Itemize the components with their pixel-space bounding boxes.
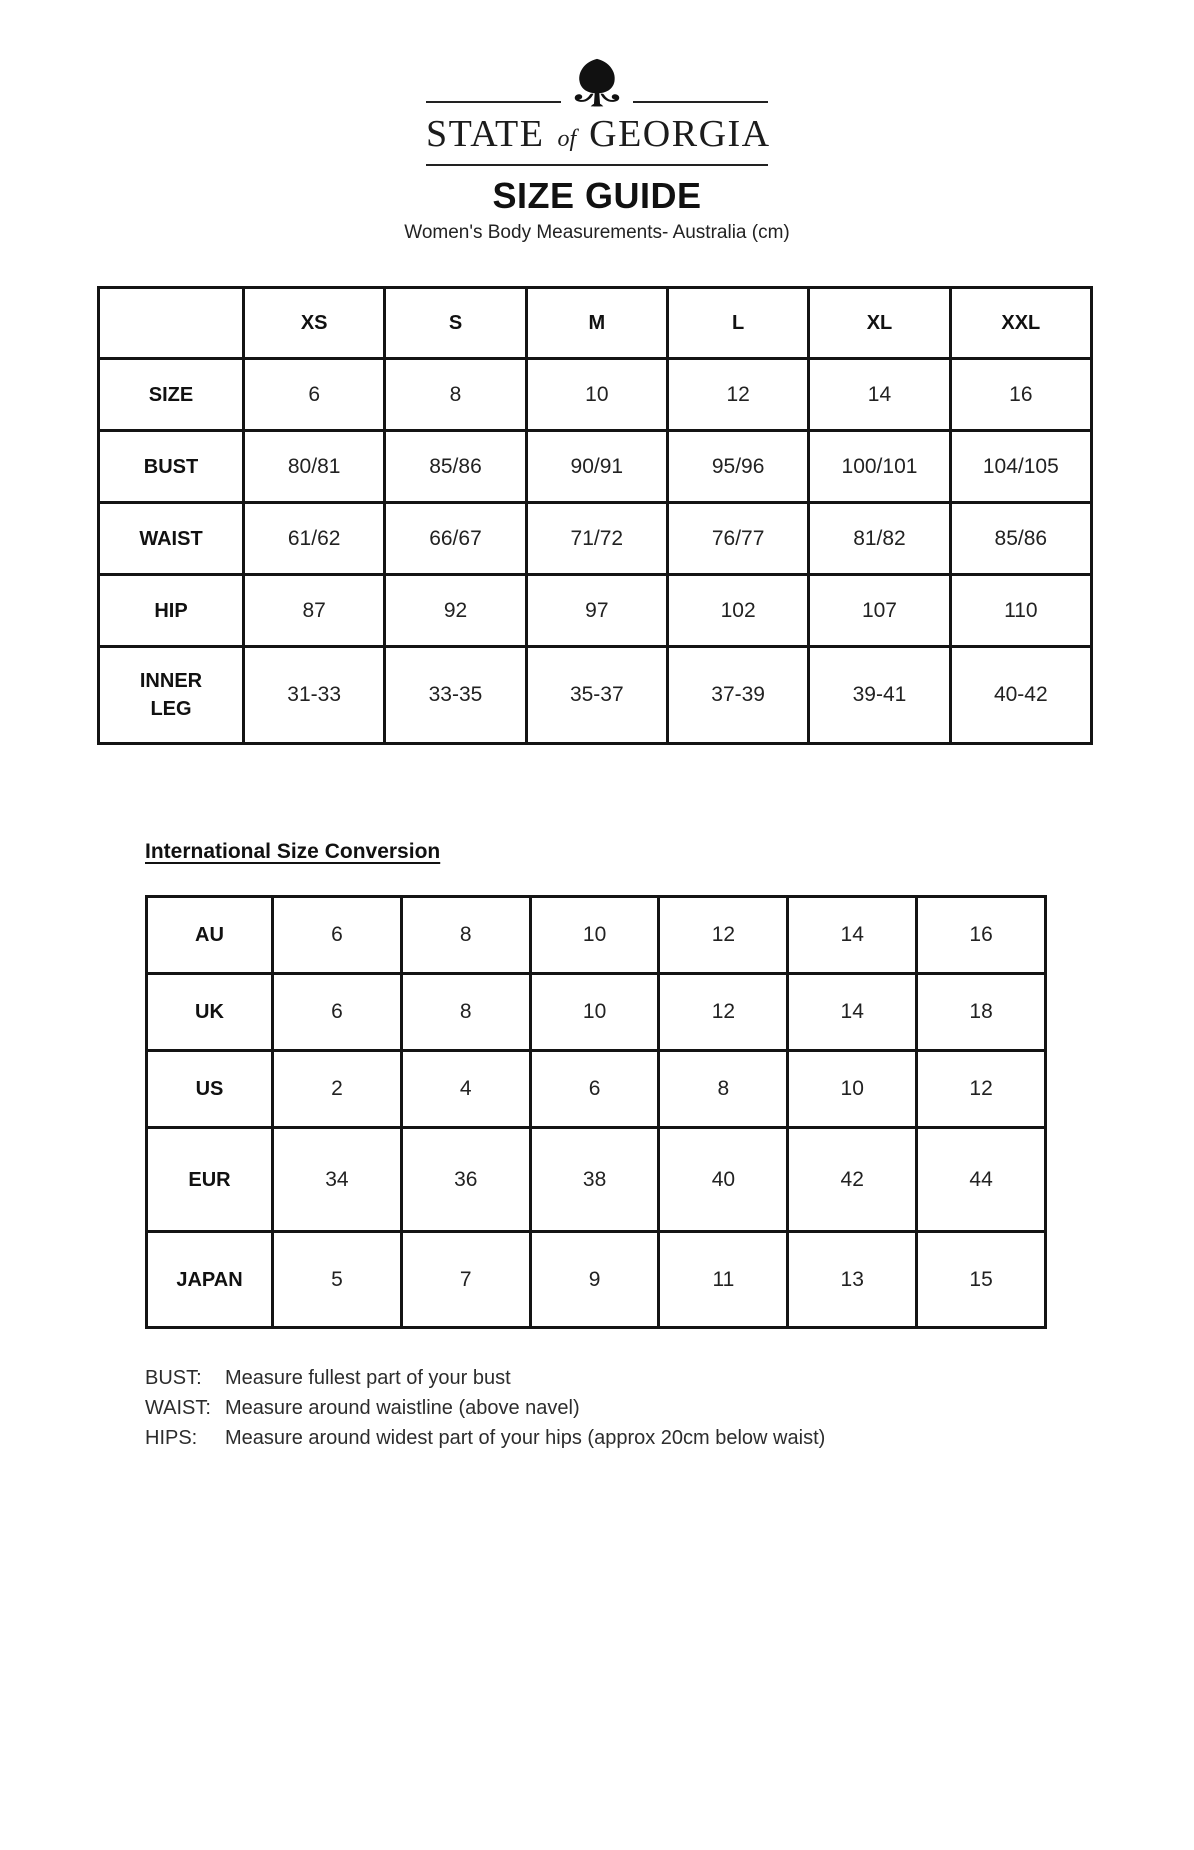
value-cell: 5 [273, 1232, 402, 1328]
value-cell: 12 [917, 1051, 1046, 1128]
logo-rule-right [633, 101, 768, 103]
table-row-eur [147, 1128, 1046, 1232]
header-label: S [448, 311, 463, 334]
brand-name-left: STATE [426, 113, 545, 155]
value-cell: 14 [788, 897, 917, 974]
value-cell: 34 [273, 1128, 402, 1232]
value-cell: 6 [273, 897, 402, 974]
brand-name-of: of [557, 126, 577, 152]
value-cell: 7 [401, 1232, 530, 1328]
value-cell: 14 [809, 359, 950, 431]
header-label: XS [300, 311, 328, 334]
table-row-us [147, 1051, 1046, 1128]
value-cell: 6 [244, 359, 385, 431]
brand-logo [426, 58, 771, 166]
value-cell: 38 [530, 1128, 659, 1232]
value-cell: 16 [917, 897, 1046, 974]
header-cell-m [526, 288, 667, 359]
corner-cell [99, 288, 244, 359]
header-cell-l [667, 288, 808, 359]
value-cell: 85/86 [385, 431, 526, 503]
value-cell: 110 [950, 575, 1091, 647]
note-text: Measure around widest part of your hips (approx 20cm below waist) [225, 1427, 826, 1449]
table-row-japan [147, 1232, 1046, 1328]
value-cell: 102 [667, 575, 808, 647]
logo-bottom-rule [426, 164, 768, 166]
header-cell-xl [809, 288, 950, 359]
table-row-size [99, 359, 1092, 431]
measurements-header-row [99, 288, 1092, 359]
note-label: HIPS: [145, 1427, 198, 1449]
value-cell: 10 [788, 1051, 917, 1128]
header-label: XL [866, 311, 893, 334]
value-cell: 8 [401, 897, 530, 974]
table-row-waist [99, 503, 1092, 575]
value-cell: 90/91 [526, 431, 667, 503]
value-cell: 8 [659, 1051, 788, 1128]
note-hips [145, 1423, 1194, 1453]
note-text: Measure fullest part of your bust [225, 1367, 511, 1389]
measurements-table [97, 286, 1093, 745]
table-row-inner-leg [99, 647, 1092, 744]
row-label-eur [147, 1128, 273, 1232]
value-cell: 11 [659, 1232, 788, 1328]
value-cell: 80/81 [244, 431, 385, 503]
row-label-text: SIZE [148, 383, 194, 406]
row-label-text: AU [195, 924, 224, 946]
row-label-text: BUST [143, 455, 199, 478]
header-label: L [732, 311, 745, 334]
value-cell: 66/67 [385, 503, 526, 575]
value-cell: 42 [788, 1128, 917, 1232]
value-cell: 12 [667, 359, 808, 431]
row-label-text: INNER LEG [139, 670, 203, 720]
value-cell: 8 [401, 974, 530, 1051]
value-cell: 39-41 [809, 647, 950, 744]
conversion-heading: International Size Conversion [145, 840, 441, 863]
measurement-notes [145, 1363, 1194, 1453]
value-cell: 16 [950, 359, 1091, 431]
value-cell: 31-33 [244, 647, 385, 744]
page-subtitle: Women's Body Measurements- Australia (cm) [404, 222, 790, 243]
table-row-bust [99, 431, 1092, 503]
value-cell: 10 [530, 897, 659, 974]
value-cell: 8 [385, 359, 526, 431]
row-label-text: WAIST [139, 527, 203, 550]
header-label: XXL [1001, 311, 1041, 334]
row-label-text: HIP [154, 599, 188, 622]
note-bust [145, 1363, 1194, 1393]
note-label: BUST: [145, 1367, 202, 1389]
header-cell-s [385, 288, 526, 359]
page-title: SIZE GUIDE [492, 175, 702, 216]
value-cell: 104/105 [950, 431, 1091, 503]
value-cell: 36 [401, 1128, 530, 1232]
conversion-table [145, 895, 1047, 1329]
table-row-au [147, 897, 1046, 974]
value-cell: 4 [401, 1051, 530, 1128]
value-cell: 6 [530, 1051, 659, 1128]
value-cell: 40-42 [950, 647, 1091, 744]
value-cell: 2 [273, 1051, 402, 1128]
table-row-uk [147, 974, 1046, 1051]
row-label-text: EUR [188, 1168, 231, 1191]
row-label-size [99, 359, 244, 431]
header-cell-xs [244, 288, 385, 359]
tree-icon [561, 58, 633, 110]
row-label-text: UK [195, 1001, 224, 1023]
logo-top-rule [426, 58, 768, 110]
value-cell: 100/101 [809, 431, 950, 503]
header-label: M [588, 311, 606, 334]
row-label-us [147, 1051, 273, 1128]
value-cell: 71/72 [526, 503, 667, 575]
row-label-bust [99, 431, 244, 503]
table-row-hip [99, 575, 1092, 647]
header-cell-xxl [950, 288, 1091, 359]
value-cell: 95/96 [667, 431, 808, 503]
value-cell: 6 [273, 974, 402, 1051]
brand-name-right: GEORGIA [589, 113, 771, 155]
note-label: WAIST: [145, 1397, 211, 1419]
value-cell: 92 [385, 575, 526, 647]
value-cell: 40 [659, 1128, 788, 1232]
value-cell: 10 [530, 974, 659, 1051]
value-cell: 44 [917, 1128, 1046, 1232]
value-cell: 12 [659, 897, 788, 974]
value-cell: 97 [526, 575, 667, 647]
value-cell: 76/77 [667, 503, 808, 575]
value-cell: 13 [788, 1232, 917, 1328]
value-cell: 87 [244, 575, 385, 647]
row-label-au [147, 897, 273, 974]
brand-name [426, 112, 771, 161]
value-cell: 14 [788, 974, 917, 1051]
logo-rule-left [426, 101, 561, 103]
note-waist [145, 1393, 1194, 1423]
row-label-uk [147, 974, 273, 1051]
row-label-text: JAPAN [176, 1268, 243, 1291]
note-text: Measure around waistline (above navel) [225, 1397, 580, 1419]
value-cell: 61/62 [244, 503, 385, 575]
row-label-text: US [195, 1078, 224, 1100]
value-cell: 107 [809, 575, 950, 647]
row-label-japan [147, 1232, 273, 1328]
value-cell: 35-37 [526, 647, 667, 744]
row-label-hip [99, 575, 244, 647]
value-cell: 9 [530, 1232, 659, 1328]
value-cell: 18 [917, 974, 1046, 1051]
value-cell: 15 [917, 1232, 1046, 1328]
row-label-inner-leg [99, 647, 244, 744]
row-label-waist [99, 503, 244, 575]
value-cell: 12 [659, 974, 788, 1051]
value-cell: 33-35 [385, 647, 526, 744]
value-cell: 37-39 [667, 647, 808, 744]
value-cell: 85/86 [950, 503, 1091, 575]
value-cell: 10 [526, 359, 667, 431]
value-cell: 81/82 [809, 503, 950, 575]
